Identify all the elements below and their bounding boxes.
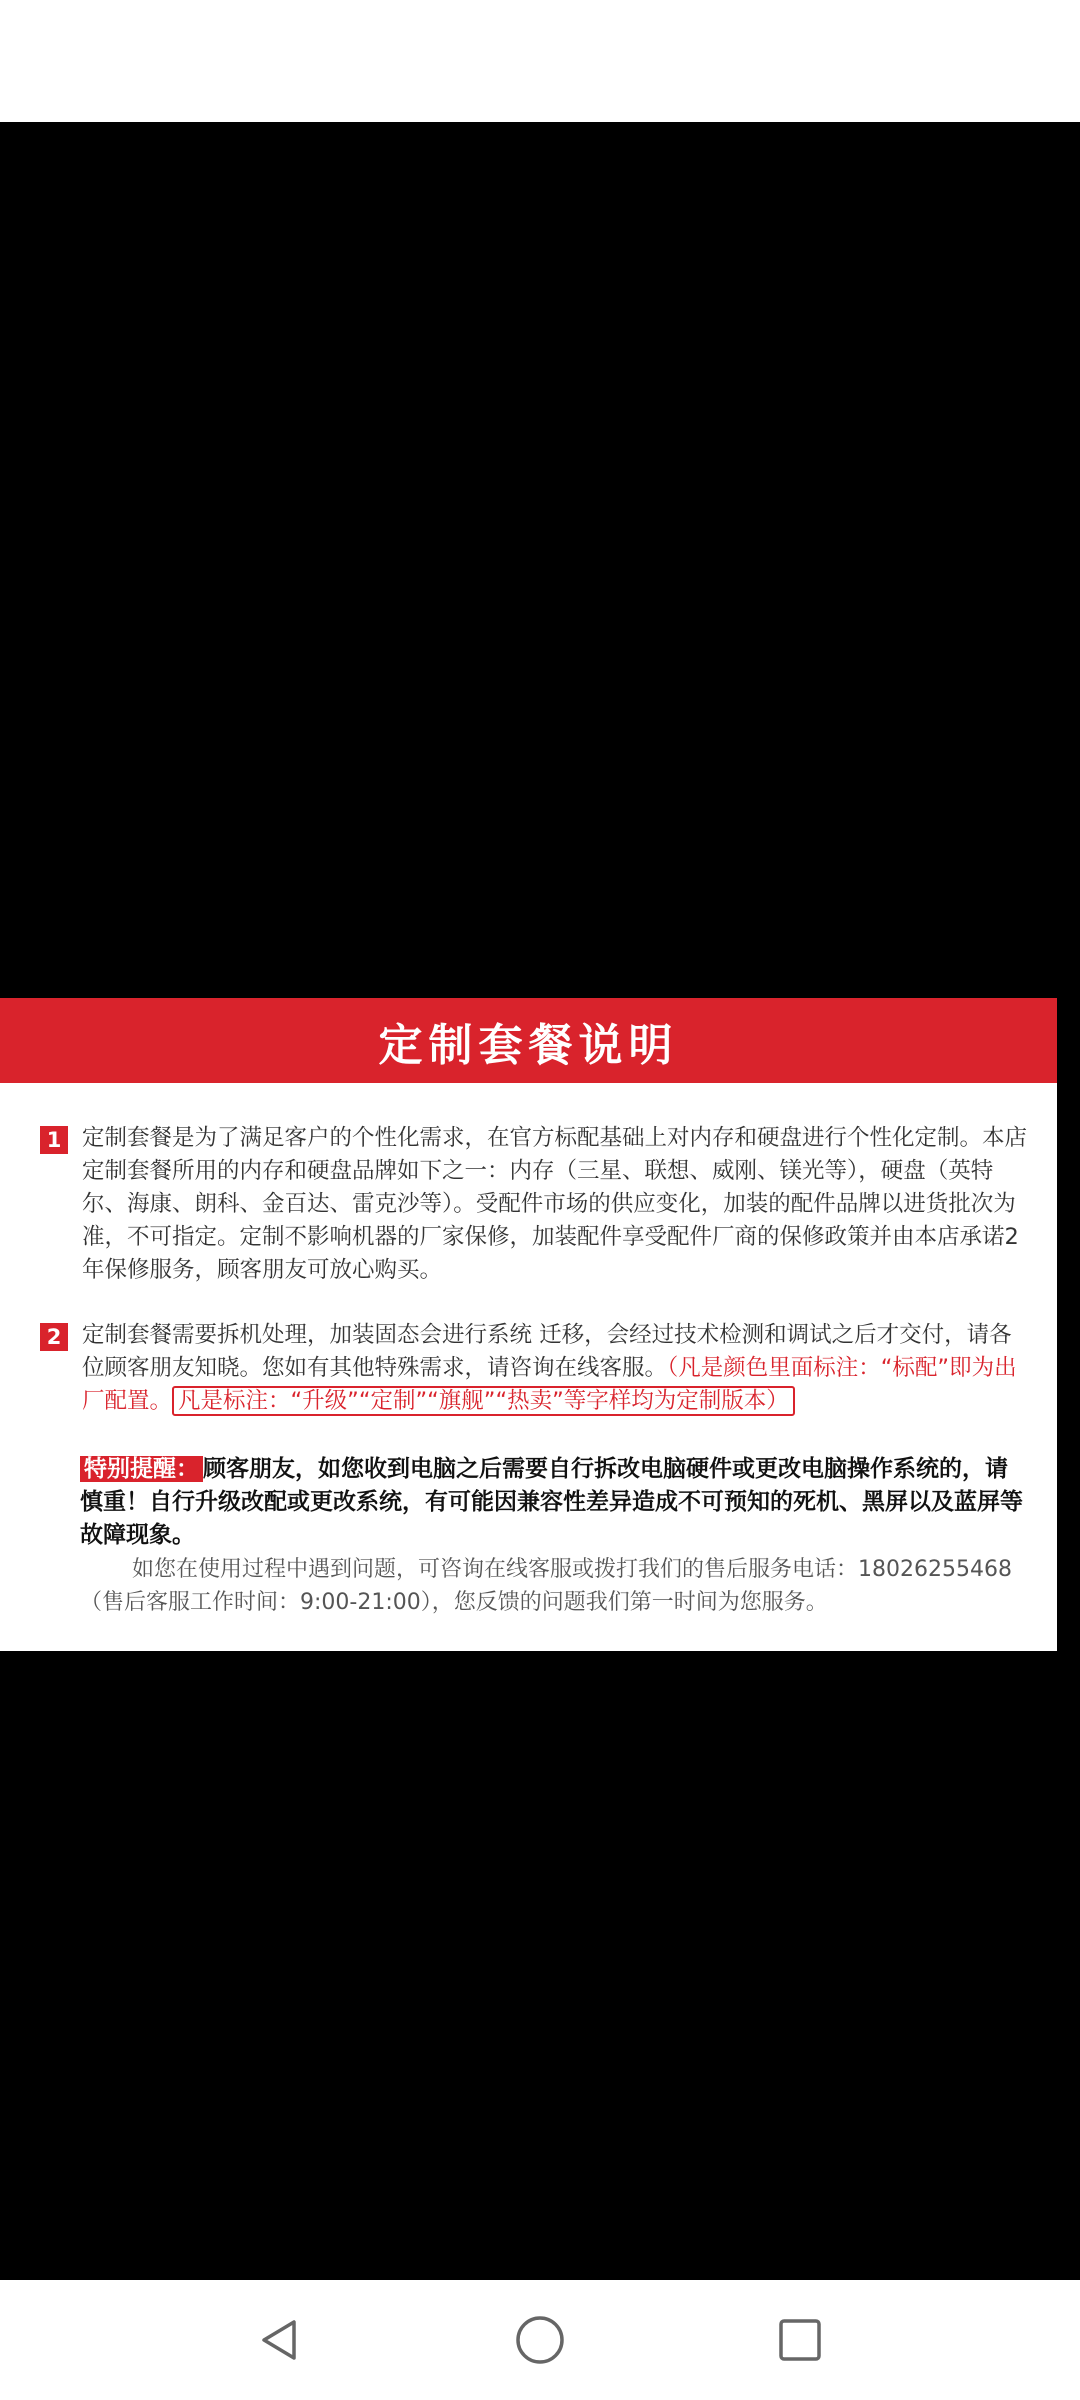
customization-info-card <box>0 998 1057 1651</box>
contact-text: 如您在使用过程中遇到问题，可咨询在线客服或拨打我们的售后服务电话：18026255468（售后客服工作时间：9:00-21:00），您反馈的问题我们第一时间为您服务。 <box>80 1557 1012 1615</box>
recents-square-icon <box>776 2316 824 2364</box>
recents-button[interactable] <box>760 2300 840 2380</box>
section-2-number: 2 <box>40 1323 68 1351</box>
section-2-text: 定制套餐需要拆机处理，加装固态会进行系统 迁移，会经过技术检测和调试之后才交付，请各位顾客朋友知晓。您如有其他特殊需求，请咨询在线客服。 <box>82 1322 1012 1381</box>
status-bar <box>0 0 1080 122</box>
title-banner <box>0 998 1057 1083</box>
image-viewer[interactable] <box>0 122 1080 2280</box>
custom-version-note: 凡是标注：“升级”“定制”“旗舰”“热卖”等字样均为定制版本） <box>172 1386 795 1416</box>
section-1-text: 定制套餐是为了满足客户的个性化需求，在官方标配基础上对内存和硬盘进行个性化定制。本店定制套餐所用的内存和硬盘品牌如下之一：内存（三星、联想、威刚、镁光等），硬盘（英特尔、海康、朗科、金百达、雷克沙等）。受配件市场的供应变化，加装的配件品牌以进货批次为准，不可指定。定制不影响机器的厂家保修，加装配件享受配件厂商的保修政策并由本店承诺2年保修服务，顾客朋友可放心购买。 <box>82 1125 1028 1283</box>
standard-config-note: （凡是颜色里面标注：“标配”即为出厂配置。 <box>82 1355 1017 1414</box>
navigation-bar <box>0 2280 1080 2400</box>
back-triangle-icon <box>256 2316 304 2364</box>
warning-text: 顾客朋友，如您收到电脑之后需要自行拆改电脑硬件或更改电脑操作系统的，请慎重！自行升级改配或更改系统，有可能因兼容性差异造成不可预知的死机、黑屏以及蓝屏等故障现象。 <box>80 1456 1023 1548</box>
section-1-number: 1 <box>40 1126 68 1154</box>
warning-label: 特别提醒： <box>80 1456 203 1482</box>
banner-title: 定制套餐说明 <box>378 1019 679 1071</box>
contact-info <box>80 1553 1040 1619</box>
special-warning <box>80 1453 1030 1552</box>
section-2-paragraph <box>82 1319 1027 1418</box>
home-circle-icon <box>514 2314 566 2366</box>
home-button[interactable] <box>500 2300 580 2380</box>
back-button[interactable] <box>240 2300 320 2380</box>
